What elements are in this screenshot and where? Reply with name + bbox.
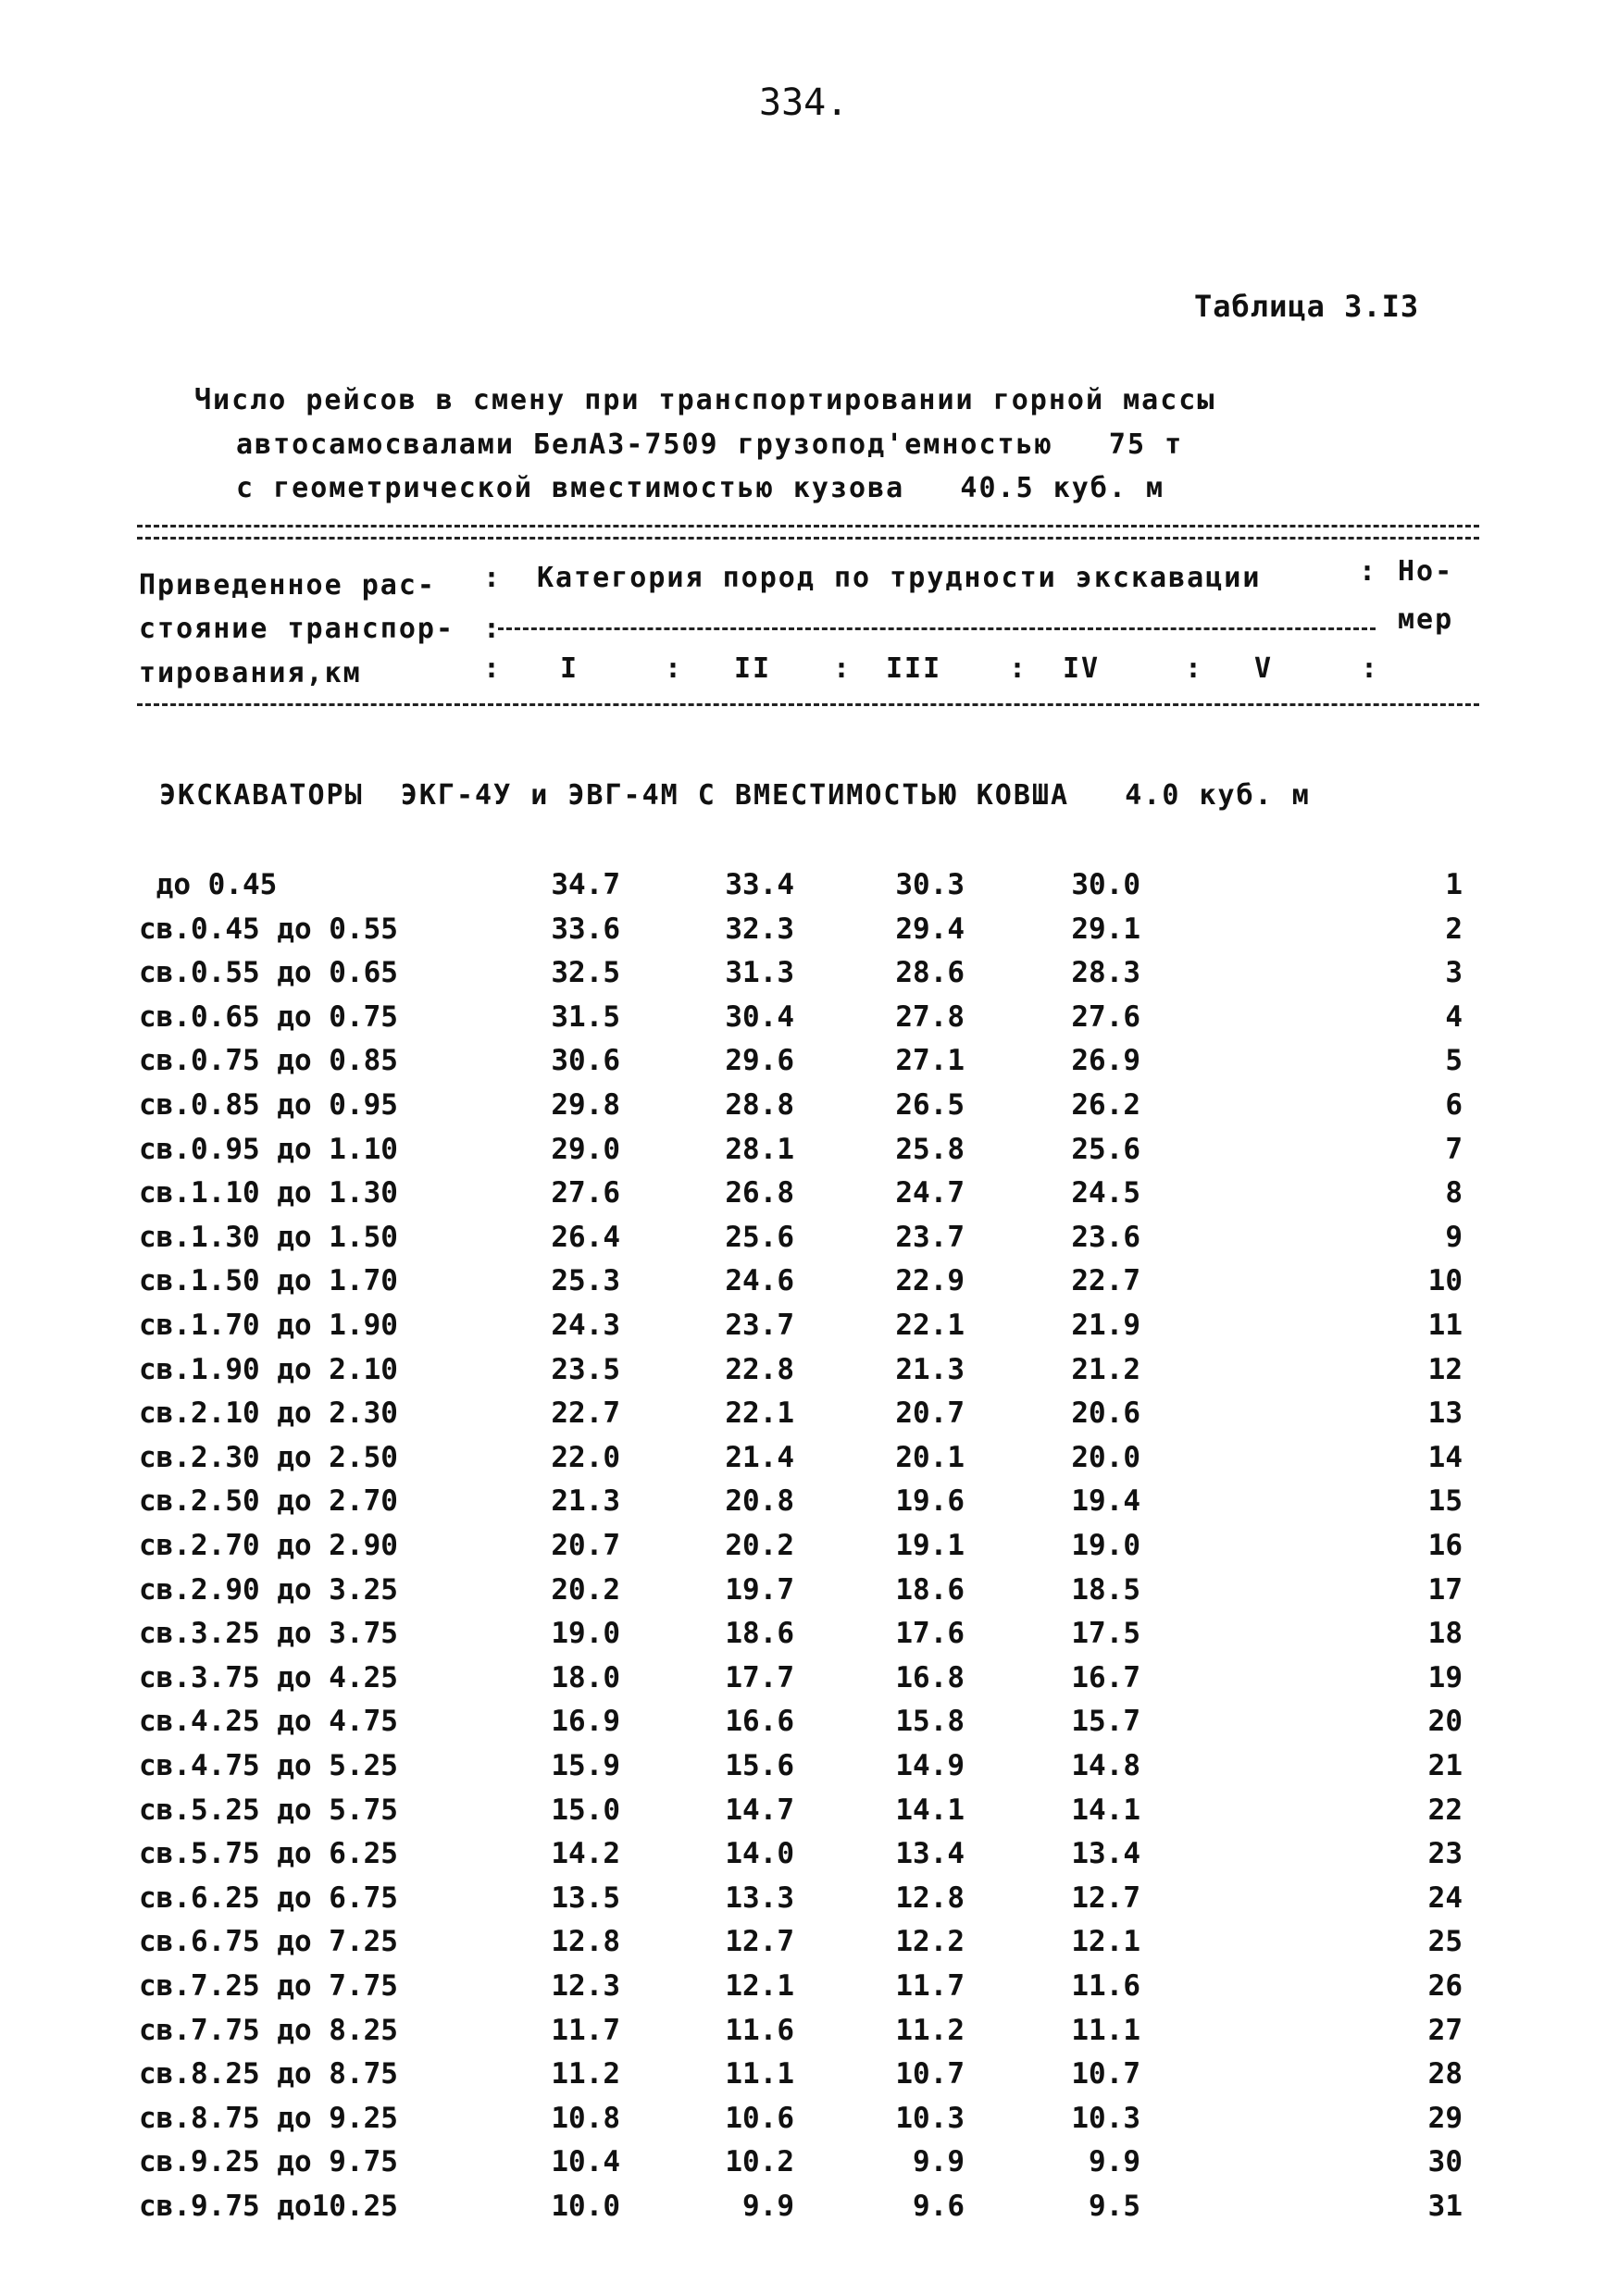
row-number-cell: 2 [1445, 912, 1463, 946]
value-cell-II: 10.2 [725, 2145, 794, 2179]
value-cell-IV: 20.6 [1071, 1396, 1140, 1431]
row-number-cell: 29 [1427, 2101, 1463, 2135]
value-cell-IV: 14.8 [1071, 1749, 1140, 1782]
table-row [0, 1044, 1619, 1087]
distance-cell: св.2.50 до 2.70 [139, 1484, 398, 1519]
value-cell-I: 20.2 [551, 1572, 620, 1607]
value-cell-IV: 10.7 [1071, 2057, 1140, 2091]
row-number-cell: 13 [1427, 1396, 1463, 1431]
value-cell-III: 22.1 [895, 1309, 965, 1342]
value-cell-II: 20.8 [725, 1484, 794, 1519]
value-cell-I: 15.9 [551, 1749, 620, 1782]
value-cell-III: 19.6 [895, 1484, 965, 1519]
value-cell-IV: 10.3 [1071, 2101, 1140, 2135]
value-cell-II: 11.1 [725, 2057, 794, 2091]
distance-cell: св.7.75 до 8.25 [139, 2013, 398, 2047]
row-number-cell: 24 [1427, 1880, 1463, 1915]
table-row [0, 1221, 1619, 1264]
header-top-rule-double [137, 537, 1479, 540]
value-cell-IV: 13.4 [1071, 1837, 1140, 1871]
table-row [0, 868, 1619, 912]
row-number-cell: 10 [1427, 1264, 1463, 1298]
category-header-II: II [734, 652, 772, 685]
distance-cell: св.0.85 до 0.95 [139, 1088, 398, 1122]
value-cell-I: 29.0 [551, 1132, 620, 1166]
value-cell-I: 24.3 [551, 1309, 620, 1342]
table-row [0, 1793, 1619, 1837]
value-cell-III: 21.3 [895, 1352, 965, 1386]
category-header-rule [498, 627, 1376, 630]
value-cell-IV: 23.6 [1071, 1220, 1140, 1254]
distance-cell: до 0.45 [139, 868, 278, 901]
value-cell-I: 10.8 [551, 2101, 620, 2135]
row-number-cell: 7 [1445, 1132, 1463, 1166]
row-number-cell: 25 [1427, 1925, 1463, 1959]
value-cell-II: 32.3 [725, 912, 794, 946]
row-number-cell: 28 [1427, 2057, 1463, 2091]
value-cell-I: 19.0 [551, 1617, 620, 1651]
table-row [0, 1353, 1619, 1396]
distance-cell: св.0.65 до 0.75 [139, 999, 398, 1034]
value-cell-III: 29.4 [895, 912, 965, 946]
table-row [0, 1264, 1619, 1308]
table-caption-line-1: Число рейсов в смену при транспортировании горной массы [194, 384, 1216, 416]
value-cell-III: 24.7 [895, 1176, 965, 1210]
value-cell-IV: 16.7 [1071, 1660, 1140, 1694]
value-cell-III: 27.8 [895, 999, 965, 1034]
value-cell-I: 13.5 [551, 1880, 620, 1915]
table-row [0, 1088, 1619, 1132]
table-row [0, 912, 1619, 956]
row-number-cell: 4 [1445, 999, 1463, 1034]
row-number-cell: 6 [1445, 1088, 1463, 1122]
value-cell-II: 14.7 [725, 1793, 794, 1827]
distance-cell: св.3.75 до 4.25 [139, 1660, 398, 1694]
number-header-line-1: Но- [1398, 555, 1454, 588]
header-top-rule [137, 525, 1479, 527]
value-cell-I: 22.0 [551, 1440, 620, 1474]
value-cell-I: 16.9 [551, 1705, 620, 1739]
row-number-cell: 5 [1445, 1044, 1463, 1078]
row-number-cell: 15 [1427, 1484, 1463, 1519]
value-cell-IV: 25.6 [1071, 1132, 1140, 1166]
value-cell-I: 10.4 [551, 2145, 620, 2179]
value-cell-IV: 9.9 [1089, 2145, 1140, 2179]
distance-cell: св.5.75 до 6.25 [139, 1837, 398, 1871]
value-cell-III: 25.8 [895, 1132, 965, 1166]
table-row [0, 1000, 1619, 1044]
value-cell-IV: 12.1 [1071, 1925, 1140, 1959]
value-cell-III: 20.7 [895, 1396, 965, 1431]
value-cell-III: 10.7 [895, 2057, 965, 2091]
distance-header-line-3: тирования,км [139, 657, 362, 689]
table-row [0, 1925, 1619, 1968]
table-row [0, 2190, 1619, 2233]
value-cell-III: 14.9 [895, 1749, 965, 1782]
value-cell-III: 19.1 [895, 1529, 965, 1562]
value-cell-IV: 19.4 [1071, 1484, 1140, 1519]
value-cell-II: 14.0 [725, 1837, 794, 1871]
value-cell-I: 11.7 [551, 2013, 620, 2047]
value-cell-II: 18.6 [725, 1617, 794, 1651]
value-cell-I: 12.3 [551, 1969, 620, 2003]
table-row [0, 1176, 1619, 1220]
row-number-cell: 11 [1427, 1309, 1463, 1342]
distance-cell: св.4.25 до 4.75 [139, 1705, 398, 1739]
distance-cell: св.1.90 до 2.10 [139, 1352, 398, 1386]
value-cell-II: 10.6 [725, 2101, 794, 2135]
value-cell-I: 30.6 [551, 1044, 620, 1078]
value-cell-I: 15.0 [551, 1793, 620, 1827]
value-cell-I: 21.3 [551, 1484, 620, 1519]
row-number-cell: 1 [1445, 868, 1463, 901]
value-cell-IV: 19.0 [1071, 1529, 1140, 1562]
value-cell-II: 12.1 [725, 1969, 794, 2003]
value-cell-II: 20.2 [725, 1529, 794, 1562]
value-cell-II: 22.1 [725, 1396, 794, 1431]
value-cell-I: 18.0 [551, 1660, 620, 1694]
table-caption-line-2: автосамосвалами БелАЗ-7509 грузопод'емностью 75 т [236, 428, 1184, 461]
value-cell-III: 16.8 [895, 1660, 965, 1694]
value-cell-I: 10.0 [551, 2190, 620, 2223]
section-title: ЭКСКАВАТОРЫ ЭКГ-4У и ЭВГ-4М С ВМЕСТИМОСТЬЮ КОВША 4.0 куб. м [159, 779, 1311, 812]
value-cell-III: 27.1 [895, 1044, 965, 1078]
value-cell-II: 22.8 [725, 1352, 794, 1386]
value-cell-IV: 14.1 [1071, 1793, 1140, 1827]
distance-cell: св.5.25 до 5.75 [139, 1793, 398, 1827]
value-cell-III: 9.9 [913, 2145, 965, 2179]
value-cell-I: 23.5 [551, 1352, 620, 1386]
value-cell-II: 23.7 [725, 1309, 794, 1342]
category-header-V: V [1254, 652, 1274, 685]
distance-cell: св.6.75 до 7.25 [139, 1925, 398, 1959]
value-cell-IV: 26.2 [1071, 1088, 1140, 1122]
value-cell-II: 33.4 [725, 868, 794, 901]
distance-cell: св.0.45 до 0.55 [139, 912, 398, 946]
value-cell-III: 30.3 [895, 868, 965, 901]
row-number-cell: 19 [1427, 1660, 1463, 1694]
distance-cell: св.9.25 до 9.75 [139, 2145, 398, 2179]
category-header-title: Категория пород по трудности экскавации [537, 562, 1262, 594]
value-cell-IV: 21.2 [1071, 1352, 1140, 1386]
category-header-III: III [886, 652, 942, 685]
value-cell-I: 14.2 [551, 1837, 620, 1871]
table-label: Таблица 3.I3 [1194, 289, 1420, 324]
value-cell-IV: 30.0 [1071, 868, 1140, 901]
value-cell-III: 13.4 [895, 1837, 965, 1871]
row-number-cell: 8 [1445, 1176, 1463, 1210]
distance-cell: св.2.70 до 2.90 [139, 1529, 398, 1562]
distance-cell: св.0.75 до 0.85 [139, 1044, 398, 1078]
row-number-cell: 20 [1427, 1705, 1463, 1739]
value-cell-IV: 27.6 [1071, 999, 1140, 1034]
distance-cell: св.8.25 до 8.75 [139, 2057, 398, 2091]
value-cell-II: 16.6 [725, 1705, 794, 1739]
value-cell-II: 31.3 [725, 956, 794, 990]
value-cell-I: 31.5 [551, 999, 620, 1034]
distance-cell: св.6.25 до 6.75 [139, 1880, 398, 1915]
value-cell-III: 26.5 [895, 1088, 965, 1122]
value-cell-III: 20.1 [895, 1440, 965, 1474]
value-cell-II: 28.1 [725, 1132, 794, 1166]
value-cell-II: 30.4 [725, 999, 794, 1034]
value-cell-I: 33.6 [551, 912, 620, 946]
table-row [0, 1133, 1619, 1176]
value-cell-III: 18.6 [895, 1572, 965, 1607]
distance-cell: св.1.30 до 1.50 [139, 1220, 398, 1254]
distance-cell: св.2.90 до 3.25 [139, 1572, 398, 1607]
category-header-IV: IV [1063, 652, 1101, 685]
value-cell-I: 25.3 [551, 1264, 620, 1298]
table-row [0, 1441, 1619, 1484]
category-header-I: I [560, 652, 579, 685]
number-header-line-2: мер [1398, 603, 1454, 636]
value-cell-I: 29.8 [551, 1088, 620, 1122]
distance-cell: св.9.75 до10.25 [139, 2190, 398, 2223]
table-row [0, 2057, 1619, 2101]
value-cell-II: 13.3 [725, 1880, 794, 1915]
value-cell-I: 22.7 [551, 1396, 620, 1431]
row-number-cell: 16 [1427, 1529, 1463, 1562]
value-cell-I: 34.7 [551, 868, 620, 901]
value-cell-IV: 20.0 [1071, 1440, 1140, 1474]
row-number-cell: 18 [1427, 1617, 1463, 1651]
row-number-cell: 14 [1427, 1440, 1463, 1474]
table-row [0, 1573, 1619, 1617]
value-cell-IV: 11.6 [1071, 1969, 1140, 2003]
row-number-cell: 12 [1427, 1352, 1463, 1386]
value-cell-III: 10.3 [895, 2101, 965, 2135]
row-number-cell: 3 [1445, 956, 1463, 990]
distance-cell: св.1.10 до 1.30 [139, 1176, 398, 1210]
value-cell-I: 12.8 [551, 1925, 620, 1959]
distance-cell: св.7.25 до 7.75 [139, 1969, 398, 2003]
value-cell-III: 12.8 [895, 1880, 965, 1915]
value-cell-I: 32.5 [551, 956, 620, 990]
value-cell-III: 22.9 [895, 1264, 965, 1298]
table-row [0, 1309, 1619, 1352]
row-number-cell: 22 [1427, 1793, 1463, 1827]
value-cell-IV: 21.9 [1071, 1309, 1140, 1342]
table-row [0, 1837, 1619, 1880]
table-row [0, 1661, 1619, 1705]
value-cell-III: 9.6 [913, 2190, 965, 2223]
value-cell-II: 21.4 [725, 1440, 794, 1474]
table-row [0, 1484, 1619, 1528]
value-cell-IV: 26.9 [1071, 1044, 1140, 1078]
distance-header-line-1: Приведенное рас- [139, 569, 436, 602]
value-cell-II: 25.6 [725, 1220, 794, 1254]
table-row [0, 1705, 1619, 1748]
value-cell-II: 29.6 [725, 1044, 794, 1078]
value-cell-III: 12.2 [895, 1925, 965, 1959]
value-cell-IV: 11.1 [1071, 2013, 1140, 2047]
row-number-cell: 17 [1427, 1572, 1463, 1607]
page-number: 334. [759, 81, 849, 124]
value-cell-I: 11.2 [551, 2057, 620, 2091]
row-number-cell: 9 [1445, 1220, 1463, 1254]
table-row [0, 2145, 1619, 2189]
table-row [0, 1749, 1619, 1793]
table-row [0, 1969, 1619, 2013]
value-cell-II: 26.8 [725, 1176, 794, 1210]
value-cell-III: 28.6 [895, 956, 965, 990]
value-cell-I: 20.7 [551, 1529, 620, 1562]
value-cell-II: 24.6 [725, 1264, 794, 1298]
value-cell-III: 15.8 [895, 1705, 965, 1739]
value-cell-IV: 28.3 [1071, 956, 1140, 990]
value-cell-IV: 15.7 [1071, 1705, 1140, 1739]
distance-cell: св.0.55 до 0.65 [139, 956, 398, 990]
value-cell-II: 19.7 [725, 1572, 794, 1607]
distance-cell: св.1.50 до 1.70 [139, 1264, 398, 1298]
value-cell-III: 23.7 [895, 1220, 965, 1254]
distance-cell: св.0.95 до 1.10 [139, 1132, 398, 1166]
value-cell-I: 26.4 [551, 1220, 620, 1254]
distance-cell: св.2.30 до 2.50 [139, 1440, 398, 1474]
value-cell-IV: 24.5 [1071, 1176, 1140, 1210]
table-row [0, 1881, 1619, 1925]
header-bottom-rule [137, 703, 1479, 706]
value-cell-I: 27.6 [551, 1176, 620, 1210]
table-row [0, 2014, 1619, 2057]
table-row [0, 1529, 1619, 1572]
table-caption-line-3: с геометрической вместимостью кузова 40.5 куб. м [236, 472, 1165, 504]
row-number-cell: 31 [1427, 2190, 1463, 2223]
row-number-cell: 27 [1427, 2013, 1463, 2047]
distance-cell: св.4.75 до 5.25 [139, 1749, 398, 1782]
value-cell-III: 17.6 [895, 1617, 965, 1651]
value-cell-III: 11.7 [895, 1969, 965, 2003]
value-cell-IV: 22.7 [1071, 1264, 1140, 1298]
value-cell-II: 11.6 [725, 2013, 794, 2047]
row-number-cell: 30 [1427, 2145, 1463, 2179]
value-cell-IV: 9.5 [1089, 2190, 1140, 2223]
value-cell-II: 15.6 [725, 1749, 794, 1782]
value-cell-II: 12.7 [725, 1925, 794, 1959]
value-cell-II: 28.8 [725, 1088, 794, 1122]
value-cell-III: 14.1 [895, 1793, 965, 1827]
distance-cell: св.3.25 до 3.75 [139, 1617, 398, 1651]
value-cell-IV: 18.5 [1071, 1572, 1140, 1607]
value-cell-II: 9.9 [742, 2190, 794, 2223]
table-row [0, 956, 1619, 999]
distance-cell: св.1.70 до 1.90 [139, 1309, 398, 1342]
row-number-cell: 26 [1427, 1969, 1463, 2003]
value-cell-III: 11.2 [895, 2013, 965, 2047]
distance-cell: св.2.10 до 2.30 [139, 1396, 398, 1431]
table-row [0, 1396, 1619, 1440]
value-cell-IV: 17.5 [1071, 1617, 1140, 1651]
table-row [0, 2102, 1619, 2145]
value-cell-II: 17.7 [725, 1660, 794, 1694]
distance-header-line-2: стояние транспор- [139, 613, 455, 645]
row-number-cell: 21 [1427, 1749, 1463, 1782]
value-cell-IV: 12.7 [1071, 1880, 1140, 1915]
distance-cell: св.8.75 до 9.25 [139, 2101, 398, 2135]
row-number-cell: 23 [1427, 1837, 1463, 1871]
table-row [0, 1617, 1619, 1660]
value-cell-IV: 29.1 [1071, 912, 1140, 946]
